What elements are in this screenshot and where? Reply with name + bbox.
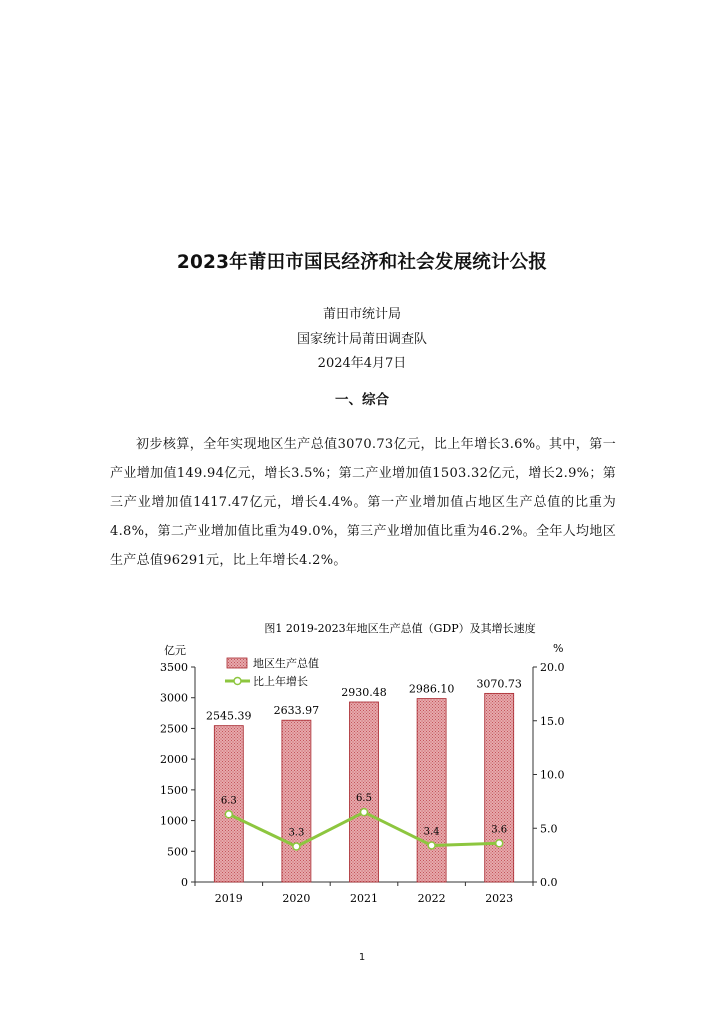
- legend-bar-label: 地区生产总值: [253, 657, 319, 670]
- gdp-bar-label: 3070.73: [476, 677, 522, 691]
- right-tick-label: 15.0: [540, 714, 565, 728]
- x-tick-label: 2019: [214, 892, 243, 905]
- left-axis-unit-label: 亿元: [164, 644, 186, 657]
- legend-line-label: 比上年增长: [253, 675, 308, 688]
- gdp-bar-label: 2633.97: [273, 704, 320, 718]
- legend-bar-swatch: [227, 658, 247, 668]
- growth-point-label: 3.4: [423, 826, 440, 838]
- page-number: 1: [358, 952, 366, 963]
- gdp-bar: [282, 720, 311, 882]
- growth-point: [293, 843, 300, 850]
- x-tick-label: 2023: [485, 892, 514, 905]
- right-axis-unit-label: %: [553, 642, 564, 655]
- gdp-bar: [485, 693, 514, 882]
- growth-point-label: 6.3: [220, 795, 237, 807]
- gdp-chart: [150, 614, 580, 914]
- gdp-bar: [417, 699, 446, 882]
- right-tick-label: 20.0: [540, 661, 565, 674]
- x-tick-label: 2022: [417, 892, 446, 905]
- right-tick-label: 5.0: [540, 822, 558, 836]
- gdp-bar-label: 2930.48: [341, 685, 387, 699]
- left-tick-label: 2500: [160, 722, 188, 736]
- x-tick-label: 2021: [350, 892, 378, 905]
- left-tick-label: 1000: [160, 814, 188, 828]
- left-tick-label: 3000: [160, 691, 188, 705]
- growth-point: [225, 811, 232, 818]
- growth-point: [428, 842, 435, 849]
- legend-line-marker: [234, 678, 241, 685]
- left-tick-label: 1500: [160, 783, 188, 797]
- x-tick-label: 2020: [282, 892, 311, 905]
- growth-point: [496, 840, 503, 847]
- growth-point-label: 6.5: [356, 793, 372, 805]
- left-tick-label: 3500: [160, 661, 188, 674]
- chart-title: 图1 2019-2023年地区生产总值（GDP）及其增长速度: [264, 622, 536, 635]
- gdp-chart-svg: [150, 614, 580, 914]
- growth-point-label: 3.6: [491, 824, 508, 836]
- issuer-bureau: 莆田市统计局: [322, 307, 401, 322]
- report-date: 2024年4月7日: [317, 356, 407, 371]
- gdp-bar-label: 2986.10: [408, 682, 455, 696]
- summary-paragraph: 初步核算，全年实现地区生产总值3070.73亿元，比上年增长3.6%。其中，第一产业增加值149.94亿元，增长3.5%；第二产业增加值1503.32亿元，增长2.9%；第三产业增加值1417.47亿元，增长4.4%。第一产业增加值占地区生产总值的比重为4.8%，第二产业增加值比重为49.0%，第三产业增加值比重为46.2%。全年人均地区生产总值96291元，比上年增长4.2%。: [110, 437, 616, 568]
- report-title: 2023年莆田市国民经济和社会发展统计公报: [176, 252, 548, 273]
- right-tick-label: 10.0: [540, 768, 565, 782]
- gdp-bar: [350, 702, 379, 882]
- section-title: 一、综合: [335, 392, 389, 408]
- right-tick-label: 0.0: [540, 876, 558, 889]
- left-tick-label: 2000: [160, 753, 188, 767]
- left-tick-label: 0: [181, 876, 188, 889]
- left-tick-label: 500: [167, 845, 188, 859]
- growth-point-label: 3.3: [288, 827, 305, 839]
- gdp-bar-label: 2545.39: [206, 709, 252, 723]
- growth-point: [361, 809, 368, 816]
- issuer-survey-team: 国家统计局莆田调查队: [296, 332, 427, 347]
